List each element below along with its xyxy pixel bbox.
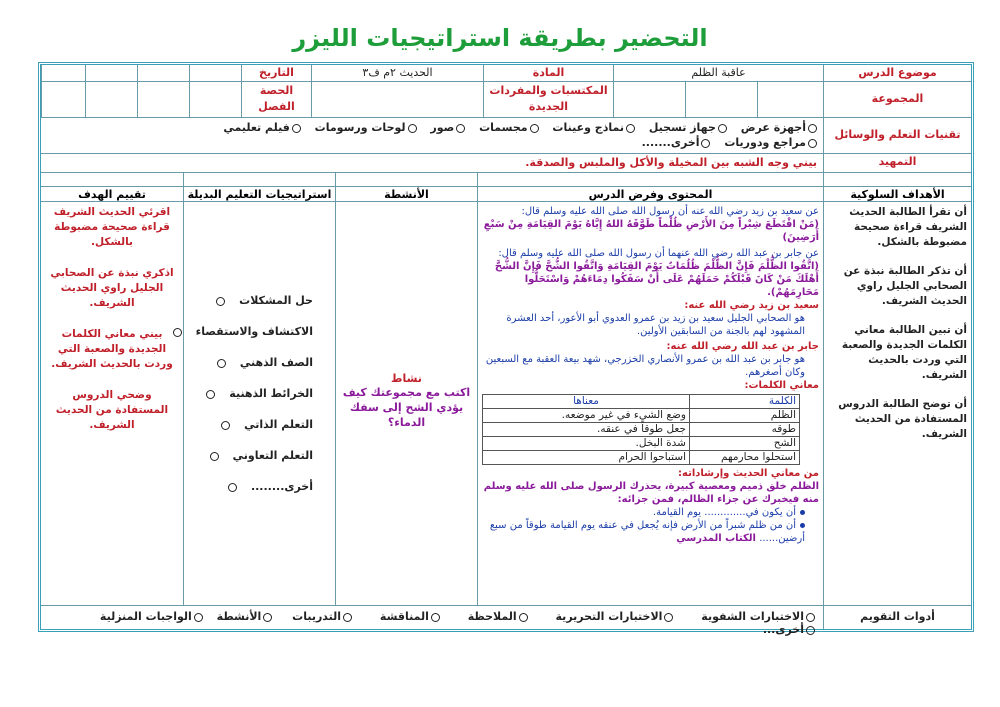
tool-option[interactable]: صور [430,120,465,135]
strategy-item[interactable]: الاكتشاف والاستقصاء [188,325,313,338]
tools-options [41,118,823,153]
evaluation-option[interactable]: أخرى... [763,623,815,636]
radio-circle-icon [431,613,440,622]
strategy-item[interactable]: التعلم التعاوني [188,449,313,462]
row-evaluation [41,606,971,636]
blank-cell [137,65,189,81]
header-activities: الأنشطة [335,187,477,201]
strategy-item[interactable]: الصف الذهني [188,356,313,369]
hadith2-intro: عن جابر بن عبد الله رضي الله عنهما أن رسول الله صلى الله عليه وسلم قال: [498,248,819,259]
radio-circle-icon [519,613,528,622]
blank-cell [823,173,971,186]
table-header-cell: معناها [483,395,690,409]
row-intro [41,154,971,173]
radio-circle-icon [408,124,417,133]
radio-circle-icon [210,452,219,461]
evaluation-option[interactable]: الملاحظة [468,610,528,623]
table-cell: استحلوا محارمهم [690,451,800,465]
table-row [483,451,800,465]
tools-row1 [47,120,817,135]
assessment-item: بيني معاني الكلمات الجديدة والصعبة التي وردت بالحديث الشريف. [51,328,173,370]
radio-circle-icon [228,483,237,492]
blank-cell [41,65,85,81]
blank-cell [85,65,137,81]
tool-option[interactable]: مجسمات [479,120,539,135]
table-row [483,409,800,423]
bullet-icon [800,510,805,515]
date-label: التاريخ [241,65,311,81]
table-cell: الشح [690,437,800,451]
period-class-label [241,82,311,117]
blank-cell [335,173,477,186]
header-objectives: الأهداف السلوكية [823,187,971,201]
row-headers [41,187,971,202]
group-label: المجموعة [823,82,971,117]
narrator2-title: جابر بن عبد الله رضي الله عنه: [666,341,819,352]
bullet-icon [800,523,805,528]
book-note: الكتاب المدرسي [676,533,756,544]
strategy-item[interactable]: الخرائط الذهنية [188,387,313,400]
radio-circle-icon [216,297,225,306]
tool-option[interactable]: أخرى....... [642,135,711,150]
subject-value: الحديث ٢م ف٣ [311,65,483,81]
assessment-item: اذكري نبذة عن الصحابي الجليل راوي الحديث الشريف. [50,267,174,309]
objective-item: أن تذكر الطالبة نبذة عن الصحابي الجليل راوي الحديث الشريف. [843,265,967,307]
strategies-column [183,202,335,605]
radio-circle-icon [263,613,272,622]
tool-option[interactable]: مراجع ودوريات [724,135,817,150]
radio-circle-icon [194,613,203,622]
objectives-column [823,202,971,605]
assessment-item: اقرئي الحديث الشريف قراءة صحيحة مضبوطة بالشكل. [53,206,171,248]
topic-label: موضوع الدرس [823,65,971,81]
activity-title: نشاط [391,372,422,385]
tool-option[interactable]: لوحات ورسومات [315,120,417,135]
hadith1-intro: عن سعيد بن زيد رضي الله عنه أن رسول الله صلى الله عليه وسلم قال: [521,206,819,217]
assessment-column [41,202,183,605]
radio-circle-icon [664,613,673,622]
bullet-list [482,506,819,545]
list-item: أن يكون في............. يوم القيامة. [482,506,805,519]
lesson-plan-table [38,62,974,636]
radio-circle-icon [530,124,539,133]
header-content: المحتوى وفرض الدرس [477,187,823,201]
strategy-item[interactable]: حل المشكلات [188,294,313,307]
intro-label: التمهيد [823,154,971,172]
radio-circle-icon [217,359,226,368]
table-cell: شدة البخل. [483,437,690,451]
radio-circle-icon [626,124,635,133]
row-group [41,82,971,118]
hadith1-text: (مَنْ اقْتَطَعَ شِبْراً مِنَ الأَرْضِ ظُلْماً طَوَّقَهُ اللهُ إِيَّاهُ يَوْمَ القِيَامَةِ مِنْ سَبْعِ أَرَضِينَ) [483,219,819,243]
table-cell: الظلم [690,409,800,423]
blank-cell [613,82,685,117]
radio-circle-icon [808,124,817,133]
row-spacer [41,173,971,187]
table-row [483,423,800,437]
narrator2-text: هو جابر بن عبد الله بن عمرو الأنصاري الخزرجي، شهد بيعة العقبة مع السبعين وكان أصغرهم. [485,354,805,378]
evaluation-label: أدوات التقويم [823,606,971,629]
blank-cell [757,82,823,117]
evaluation-option[interactable]: الواجبات المنزلية [100,610,203,623]
row-tools [41,118,971,154]
period-label: الحصة [259,84,294,97]
table-cell: وضع الشيء في غير موضعه. [483,409,690,423]
blank-cell [189,65,241,81]
radio-circle-icon [292,124,301,133]
tool-option[interactable]: نماذج وعينات [552,120,635,135]
objective-item: أن تبين الطالبة معاني الكلمات الجديدة والصعبة التي وردت بالحديث الشريف. [841,324,967,381]
evaluation-option[interactable]: المناقشة [380,610,440,623]
table-row [483,395,800,409]
header-assessment: تقييم الهدف [78,188,146,201]
radio-circle-icon [808,139,817,148]
radio-circle-icon [456,124,465,133]
vocab-title: معاني الكلمات: [744,380,819,391]
table-cell: طوقه [690,423,800,437]
strategy-item[interactable]: التعلم الذاتي [188,418,313,431]
tools-label: تقنيات التعلم والوسائل [823,118,971,153]
table-header-cell: الكلمة [690,395,800,409]
evaluation-option[interactable]: الأنشطة [217,610,273,623]
row-topic [41,65,971,82]
blank-cell [41,82,85,117]
row-main [41,202,971,606]
table-cell: جعل طوقاً في عنقه. [483,423,690,437]
hadith2-text: (اتَّقُوا الظُّلْمَ فَإِنَّ الظُّلْمَ ظُلُمَاتٌ يَوْمَ القِيَامَةِ وَاتَّقُوا الشُّحَّ فَإِنَّ الشُّحَّ أَهْلَكَ مَنْ كَانَ قَبْلَكُمْ حَمَلَهُمْ عَلَى أَنْ سَفَكُوا دِمَاءَهُمْ وَاسْتَحَلُّوا مَحَارِمَهُمْ). [494,261,819,298]
objective-item: أن توضح الطالبة الدروس المستفادة من الحديث الشريف. [838,398,967,440]
radio-circle-icon [718,124,727,133]
evaluation-option[interactable]: التدريبات [292,610,352,623]
blank-cell [189,82,241,117]
activities-column [335,202,477,605]
radio-circle-icon [806,613,815,622]
header-strategies: استراتيجيات التعليم البديلة [183,187,335,201]
blank-cell [477,173,823,186]
table-row [483,437,800,451]
blank-cell [685,82,757,117]
radio-circle-icon [206,390,215,399]
guidance-text: الظلم خلق ذميم ومعصية كبيرة، يحذرك الرسول صلى الله عليه وسلم منه فيخبرك عن جزاء الظالم، فمن جزائه: [483,481,819,505]
list-item: أن من ظلم شبراً من الأرض فإنه يُجعل في عنقه يوم القيامة طوقاً من سبع أرضين...... الكتاب المدرسي [489,520,805,544]
blank-cell [183,173,335,186]
content-column [477,202,823,605]
tools-row2 [47,135,817,150]
radio-circle-icon [806,626,815,635]
intro-text: بيني وجه الشبه بين المخيلة والأكل والملبس والصدقة. [525,156,817,169]
evaluation-options [41,606,823,636]
guidance-title: من معاني الحديث وإرشاداته: [678,468,819,479]
activity-text: اكتب مع مجموعتك كيف يؤدي الشح إلى سفك الدماء؟ [342,386,471,429]
tool-option[interactable]: فيلم تعليمي [223,120,300,135]
topic-value: عاقبة الظلم [613,65,823,81]
tool-option[interactable]: جهاز تسجيل [649,120,727,135]
evaluation-option[interactable]: الاختبارات الشفوية [701,610,815,623]
vocab-table [482,394,800,465]
radio-circle-icon [343,613,352,622]
objective-item: أن تقرأ الطالبة الحديث الشريف قراءة صحيحة مضبوطة بالشكل. [849,206,967,248]
blank-cell [85,82,137,117]
radio-circle-icon [221,421,230,430]
evaluation-option[interactable]: الاختبارات التحريرية [556,610,674,623]
narrator1-text: هو الصحابي الجليل سعيد بن زيد بن عمرو العدوي أبو الأعور، أحد العشرة المشهود لهم بالجنة من السابقين الأولين. [506,313,805,337]
subject-label: المادة [483,65,613,81]
vocab-label: المكتسبات والمفردات الجديدة [483,82,613,117]
tool-option[interactable]: أجهزة عرض [741,120,817,135]
strategy-item[interactable]: أخرى........ [188,480,313,493]
class-label: الفصل [258,100,295,113]
blank-cell [311,82,483,117]
table-cell: استباحوا الحرام [483,451,690,465]
radio-circle-icon [701,139,710,148]
page-title: التحضير بطريقة استراتيجيات الليزر [292,24,708,52]
assessment-item: وضحي الدروس المستفادة من الحديث الشريف. [55,389,169,431]
narrator1-title: سعيد بن زيد رضي الله عنه: [684,300,819,311]
blank-cell [137,82,189,117]
